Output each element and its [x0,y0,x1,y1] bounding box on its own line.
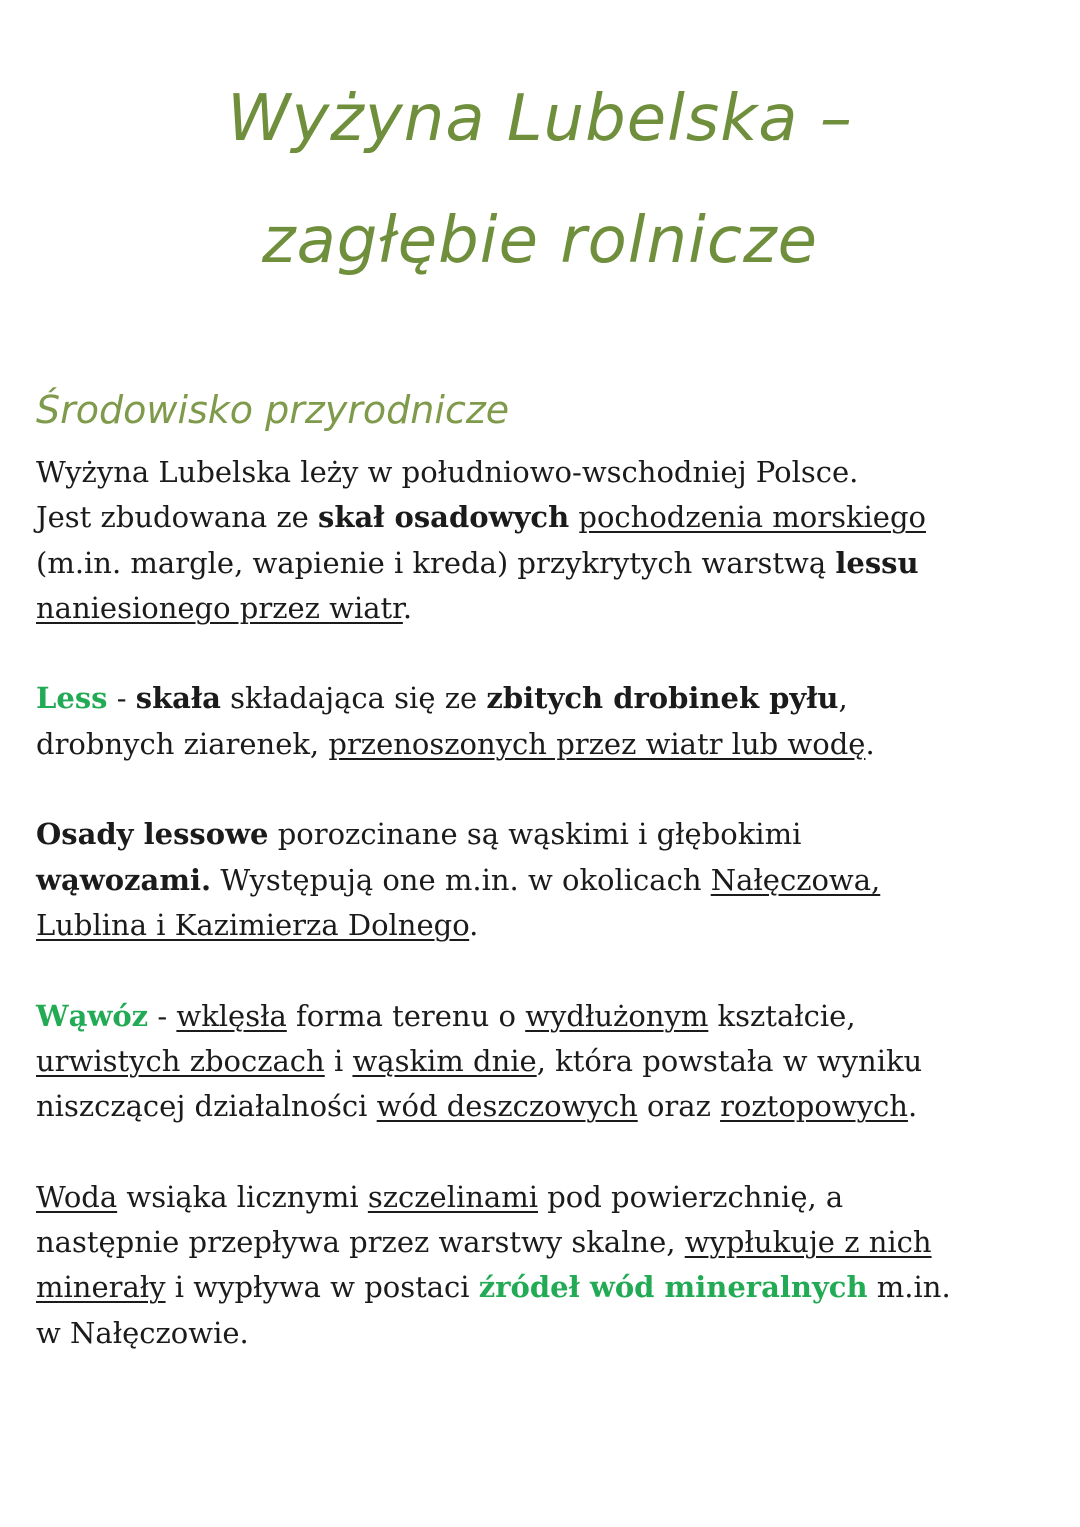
definition-term: Wąwóz [36,998,149,1033]
text: Jest zbudowana ze [36,500,319,535]
underlined-phrase: roztopowych [720,1089,908,1124]
underlined-phrase: Woda [36,1179,118,1214]
underlined-phrase: urwistych zboczach [36,1043,325,1078]
bold-term: Osady lessowe [36,817,269,852]
underlined-phrase: pochodzenia morskiego [578,500,926,535]
underlined-phrase: szczelinami [367,1179,538,1214]
text: niszczącej działalności [36,1089,377,1124]
paragraph-loess-deposits [36,812,1046,948]
text: - [107,681,136,716]
section-heading: Środowisko przyrodnicze [36,388,510,432]
text: pod powierzchnię, a [538,1179,844,1214]
text: drobnych ziarenek, [36,726,329,761]
text: - [148,998,177,1033]
bold-term: skał osadowych [318,500,570,535]
text: i wypływa w postaci [165,1270,479,1305]
underlined-phrase: Lublina i Kazimierza Dolnego [36,907,470,942]
text: oraz [637,1089,721,1124]
page-title [0,58,1080,302]
text: . [865,726,875,761]
underlined-phrase: wód deszczowych [376,1089,638,1124]
text: (m.in. margle, wapienie i kreda) przykrytych warstwą [36,545,836,580]
paragraph-location [36,450,1046,631]
text: m.in. [867,1270,951,1305]
document-body [36,450,1046,1401]
text: . [469,907,479,942]
text: forma terenu o [286,998,526,1033]
bold-term: skała [135,681,221,716]
underlined-phrase: wąskim dnie [352,1043,537,1078]
underlined-phrase: Nałęczowa, [710,862,881,897]
text [569,500,578,534]
text: składająca się ze [220,681,487,716]
text: , która powstała w wyniku [536,1043,923,1078]
page-title-line-1: Wyżyna Lubelska – [227,82,853,156]
paragraph-gorge-definition [36,994,1046,1130]
paragraph-less-definition [36,676,1046,767]
underlined-phrase: minerały [36,1270,166,1305]
paragraph-mineral-springs [36,1175,1046,1356]
page-title-line-2: zagłębie rolnicze [261,204,819,278]
text: Występują one m.in. w okolicach [211,862,711,897]
bold-term: lessu [835,545,919,580]
text: następnie przepływa przez warstwy skalne, [36,1225,685,1260]
text: . [907,1089,918,1124]
text: Wyżyna Lubelska leży w południowo-wschodniej Polsce. [36,455,859,489]
underlined-phrase: wydłużonym [525,998,709,1033]
bold-term: wąwozami. [36,862,212,897]
underlined-phrase: naniesionego przez wiatr [36,590,403,625]
underlined-phrase: przenoszonych przez wiatr lub wodę [328,726,866,761]
text: , [838,681,848,716]
text: wsiąka licznymi [117,1179,368,1214]
definition-term: Less [36,681,108,716]
underlined-phrase: wklęsła [176,998,287,1033]
text: kształcie, [708,998,856,1033]
text: i [324,1043,353,1078]
text: . [402,590,413,625]
text: w Nałęczowie. [36,1315,249,1350]
bold-term: zbitych drobinek pyłu [486,681,839,716]
underlined-phrase: wypłukuje z nich [684,1225,932,1260]
text: porozcinane są wąskimi i głębokimi [268,817,802,852]
highlighted-term: źródeł wód mineralnych [478,1270,868,1305]
